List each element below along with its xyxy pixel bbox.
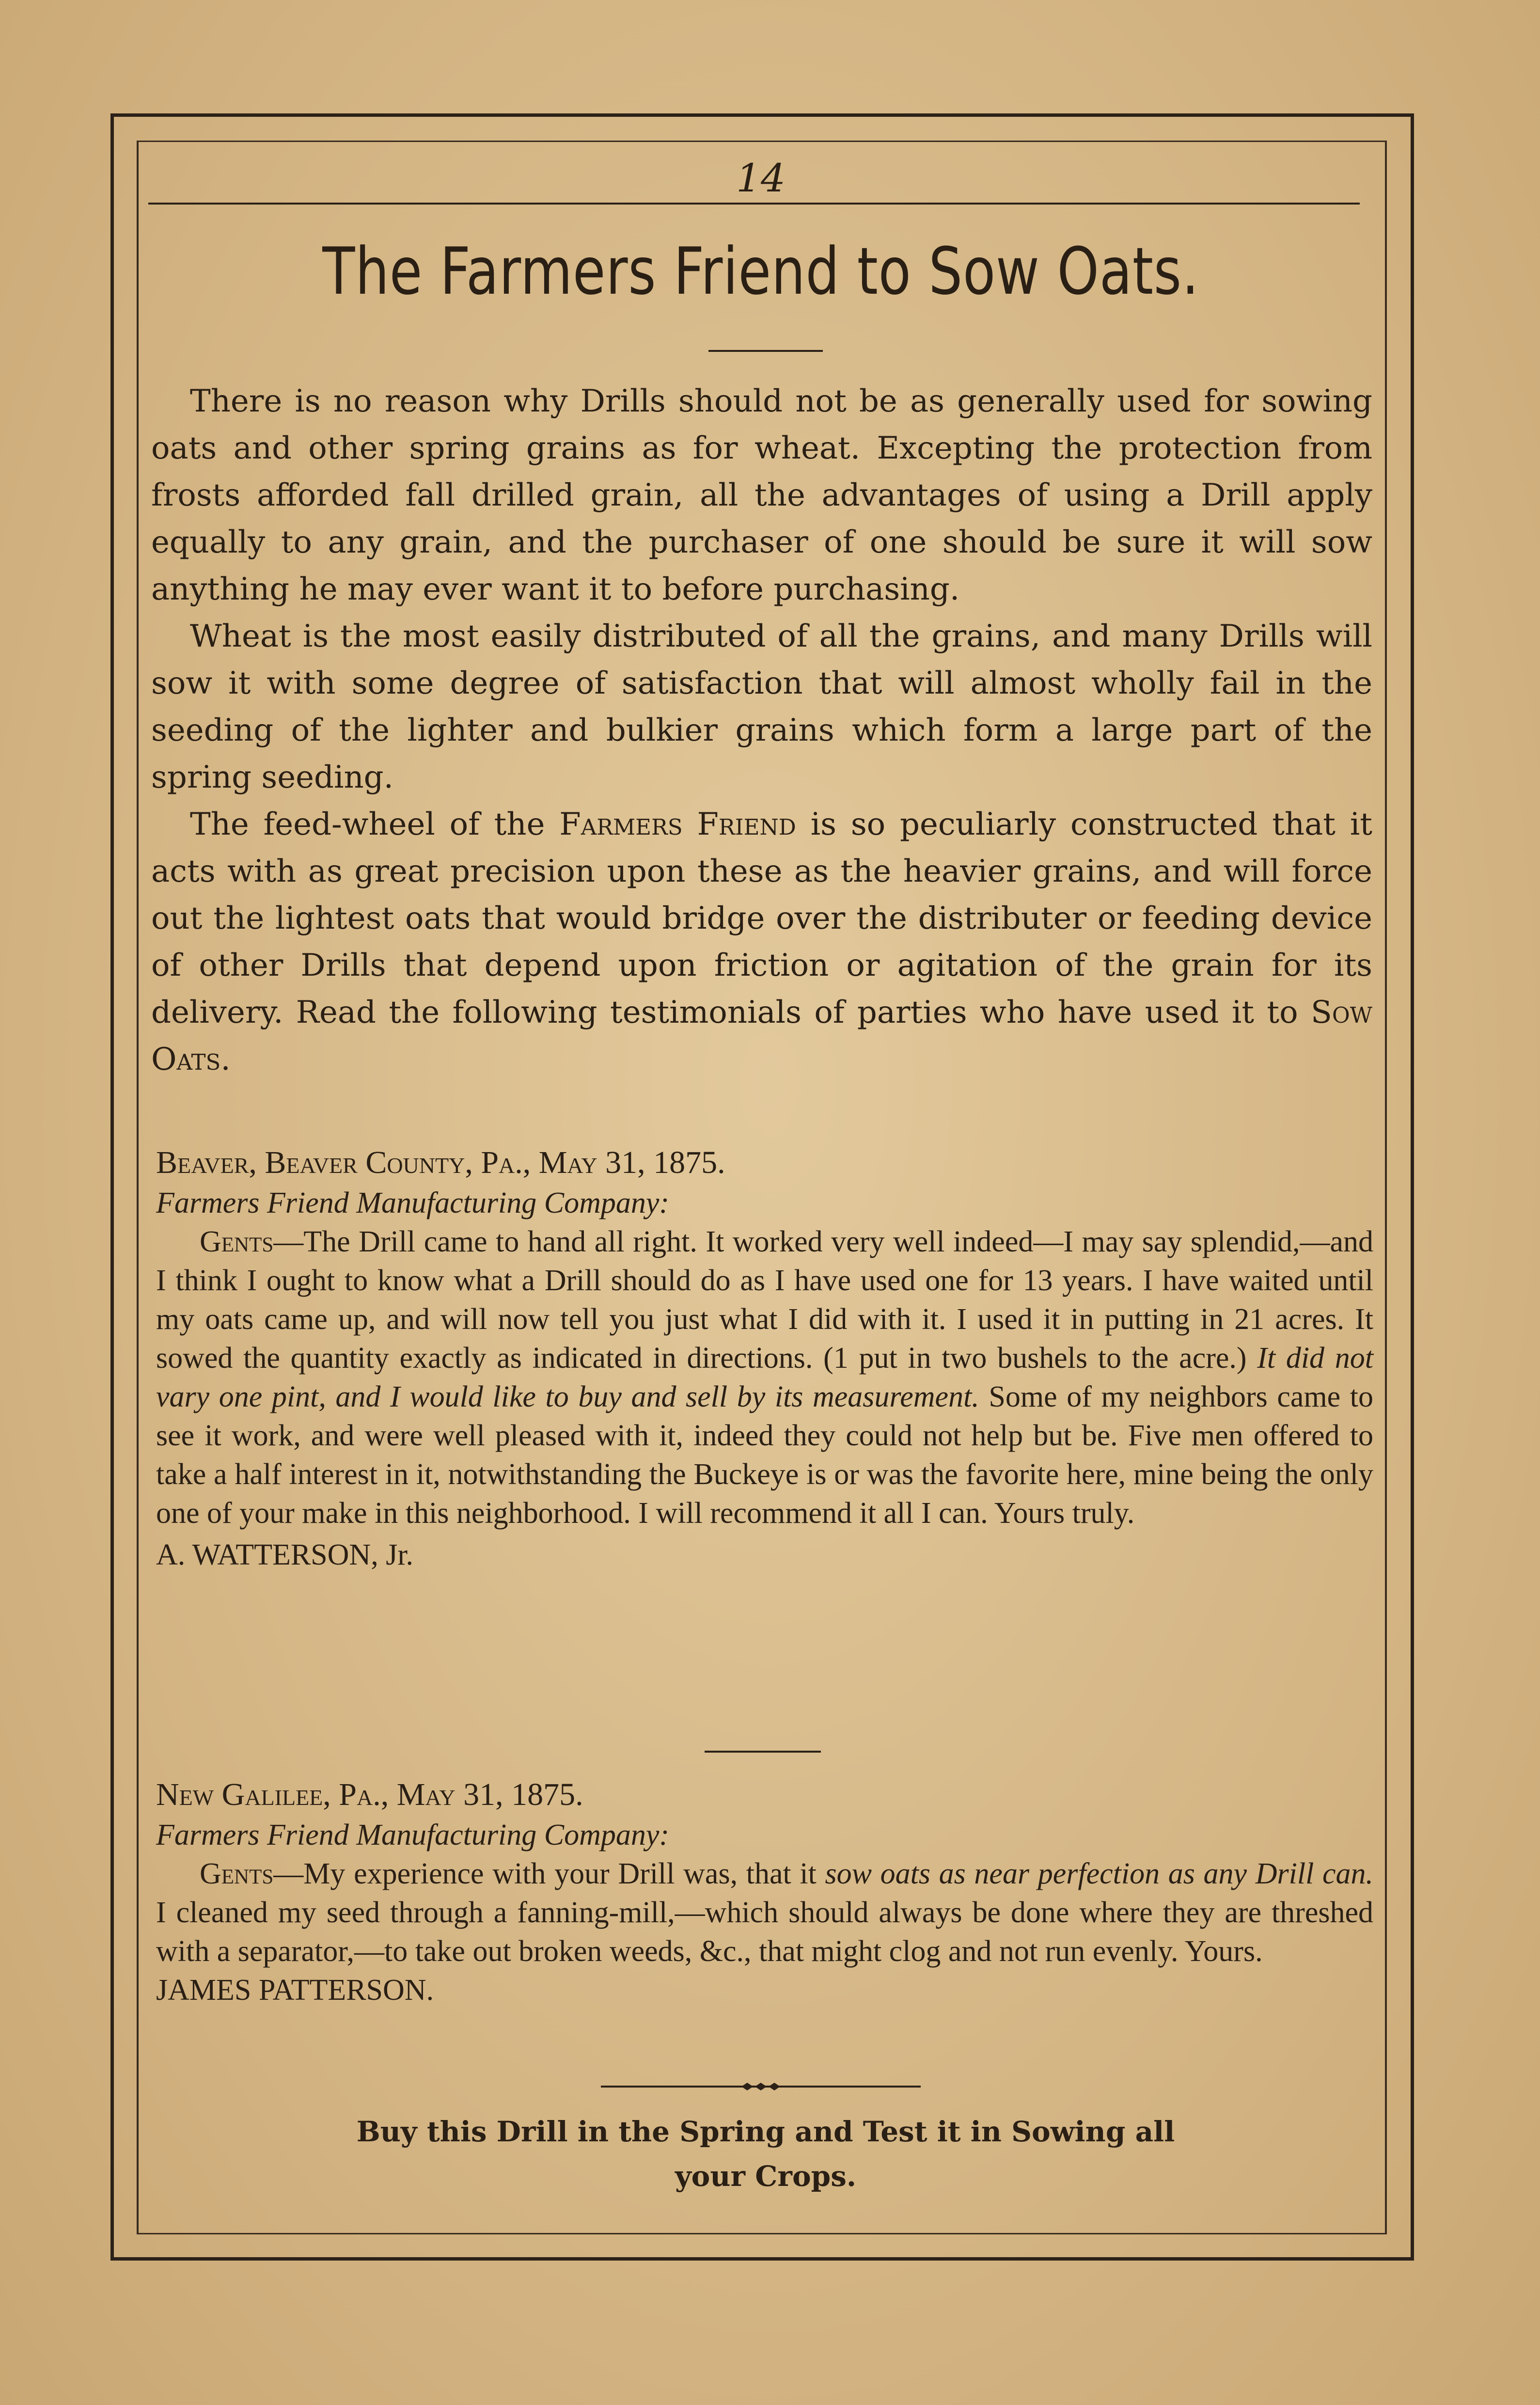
letter1-dateline: Beaver, Beaver County, Pa., May 31, 1875. <box>156 1145 725 1180</box>
closing-call-to-action <box>165 2109 1367 2199</box>
intro-p3-before: The feed-wheel of the <box>190 807 560 842</box>
letter1-body-a: —The Drill came to hand all right. It worked very well indeed—I may say splendid,—and I think I ought to know what a Drill should do as I have used one for 13 years. I have waited until my oats came up, and will now tell you just what I did with it. I used it in putting in 21 acres. It sowed the quantity exactly as indicated in directions. (1 put in two bushels to the acre.) <box>156 1225 1373 1375</box>
page-title: The Farmers Friend to Sow Oats. <box>322 234 1199 309</box>
title-rule <box>708 350 823 352</box>
letter1-signature: A. WATTERSON, Jr. <box>156 1538 414 1571</box>
testimonial-letter-2 <box>156 1774 1373 2009</box>
closing-line-1: Buy this Drill in the Spring and Test it in Sowing all <box>356 2115 1175 2148</box>
intro-p3-middle: is so peculiarly constructed that it acts with as great precision upon these as the heavier grains, and will force out the lightest oats that would bridge over the distributer or feeding device of other Drills that depend upon friction or agitation of the grain for its delivery. Read the following testimonials of parties who have used it to <box>151 807 1373 1030</box>
letter2-body <box>156 1854 1373 1971</box>
letter2-body-b: I cleaned my seed through a fanning-mill,—which should always be done where they are threshed with a separator,—to take out broken weeds, &c., that might clog and not run evenly. Yours. <box>156 1896 1373 1968</box>
letter2-body-a: —My experience with your Drill was, that it <box>273 1857 825 1890</box>
letter1-body-emphasis: It did not vary one pint, and I would like to buy and sell by its measurement. <box>156 1342 1373 1413</box>
sow-oats-emphasis: Sow Oats. <box>151 995 1372 1077</box>
header-rule <box>148 203 1360 205</box>
closing-line-2: your Crops. <box>675 2160 857 2193</box>
letter1-gents: Gents <box>200 1225 274 1258</box>
letter2-signature: JAMES PATTERSON. <box>156 1974 434 2007</box>
testimonial-letter-1 <box>156 1142 1373 1574</box>
intro-text <box>151 378 1372 1083</box>
page-number: 14 <box>736 156 786 201</box>
intro-paragraph-1: There is no reason why Drills should not be as generally used for sowing oats and other spring grains as for wheat. Excepting the protection from frosts afforded fall drilled grain, all the advantages of using a Drill apply equally to any grain, and the purchaser of one should be sure it will sow anything he may ever want it to before purchasing. <box>151 383 1372 607</box>
letter2-gents: Gents <box>200 1857 274 1890</box>
letter1-body-b: Some of my neighbors came to see it work, and were well pleased with it, indeed they could not help but be. Five men offered to take a half interest in it, notwithstanding the Buckeye is or was the favorite here, mine being the only one of your make in this neighborhood. I will recommend it all I can. Yours truly. <box>156 1380 1374 1530</box>
letter1-salutation: Farmers Friend Manufacturing Company: <box>156 1187 670 1219</box>
ornament-divider <box>601 2079 921 2094</box>
letter2-salutation: Farmers Friend Manufacturing Company: <box>156 1819 670 1851</box>
letter2-dateline: New Galilee, Pa., May 31, 1875. <box>156 1777 583 1812</box>
letter-divider <box>705 1751 821 1753</box>
intro-paragraph-2: Wheat is the most easily distributed of all the grains, and many Drills will sow it with some degree of satisfaction that will almost wholly fail in the seeding of the lighter and bulkier grains which form a large part of the spring seeding. <box>151 618 1372 795</box>
letter1-body <box>156 1222 1373 1533</box>
letter2-body-emphasis: sow oats as near perfection as any Drill can. <box>825 1857 1373 1890</box>
intro-paragraph-3 <box>151 801 1372 1083</box>
brand-name: Farmers Friend <box>559 807 796 842</box>
